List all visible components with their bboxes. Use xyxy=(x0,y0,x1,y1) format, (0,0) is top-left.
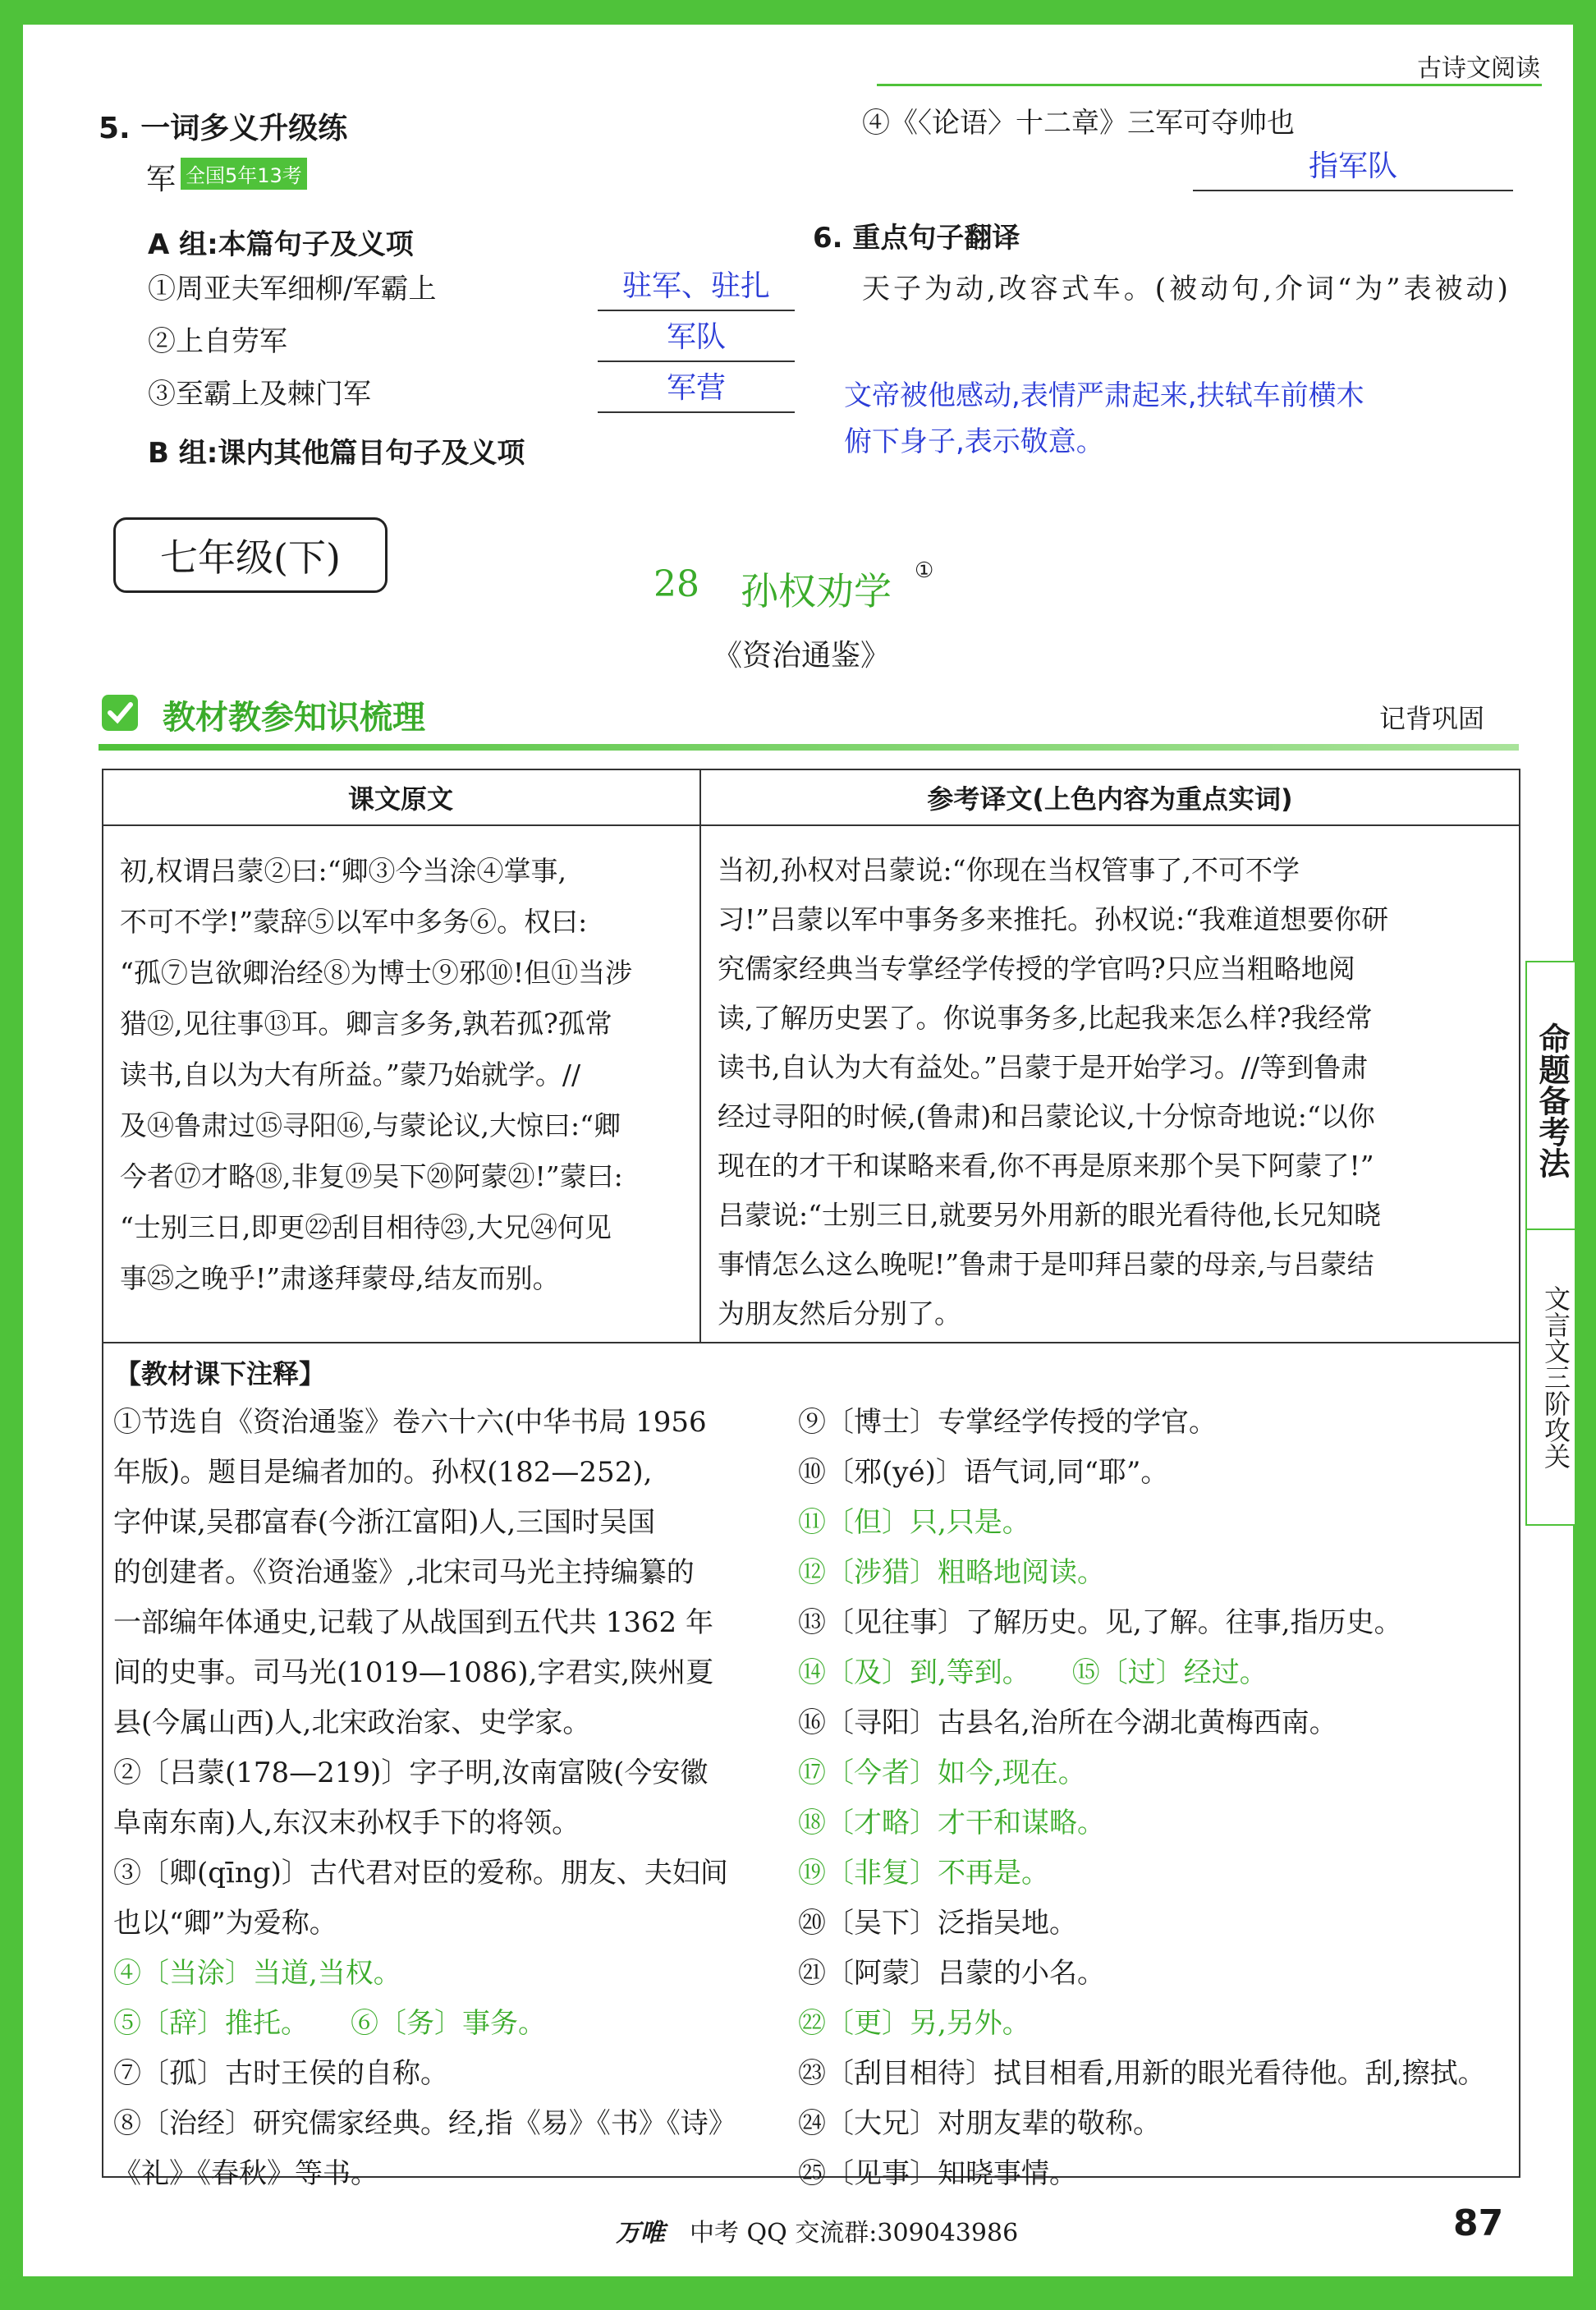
q5-answer-3: 军营 xyxy=(598,365,795,413)
note-line: ⑱〔才略〕才干和谋略。 xyxy=(798,1807,1105,1839)
table-header-line xyxy=(102,824,1519,826)
original-line: 今者⑰才略⑱,非复⑲吴下⑳阿蒙㉑!”蒙曰: xyxy=(120,1160,623,1192)
original-line: 不可不学!”蒙辞⑤以军中多务⑥。权曰: xyxy=(120,906,588,938)
original-text xyxy=(120,846,695,1304)
original-line: 猎⑫,见往事⑬耳。卿言多务,孰若孤?孤常 xyxy=(120,1008,612,1040)
note-line: 年版)。题目是编者加的。孙权(182—252), xyxy=(113,1456,653,1489)
note-line: 《礼》《春秋》等书。 xyxy=(113,2157,378,2190)
note-line: ⑳〔吴下〕泛指吴地。 xyxy=(798,1907,1077,1940)
note-line: ②〔吕蒙(178—219)〕字子明,汝南富陂(今安徽 xyxy=(113,1757,709,1789)
q5-answer-1: 驻军、驻扎 xyxy=(598,263,795,311)
q5-answer-4: 指军队 xyxy=(1193,143,1513,191)
section-header: 古诗文阅读 xyxy=(1417,54,1540,83)
section-title: 教材教参知识梳理 xyxy=(163,699,425,737)
translation-text xyxy=(718,846,1509,1339)
q5-groupB: B 组:课内其他篇目句子及义项 xyxy=(148,437,525,470)
lesson-note-mark: ① xyxy=(915,558,934,583)
translation-line: 吕蒙说:“士别三日,就要另外用新的眼光看待他,长兄知晓 xyxy=(718,1199,1381,1231)
note-line: 一部编年体通史,记载了从战国到五代共 1362 年 xyxy=(113,1606,713,1639)
q6-sentence: 天子为动,改容式车。(被动句,介词“为”表被动) xyxy=(862,273,1511,305)
note-line: ①节选自《资治通鉴》卷六十六(中华书局 1956 xyxy=(113,1406,707,1439)
check-icon xyxy=(102,695,138,731)
note-line: ㉔〔大兄〕对朋友辈的敬称。 xyxy=(798,2107,1161,2140)
page xyxy=(23,25,1573,2276)
table-col-divider xyxy=(699,769,701,1343)
note-line: ㉕〔见事〕知晓事情。 xyxy=(798,2157,1077,2190)
note-line: 间的史事。司马光(1019—1086),字君实,陕州夏 xyxy=(113,1656,714,1689)
col2-header: 参考译文(上色内容为重点实词) xyxy=(927,783,1293,815)
footer-brand: 万唯 xyxy=(616,2219,665,2248)
page-number: 87 xyxy=(1453,2202,1504,2244)
notes-left xyxy=(113,1398,778,2199)
note-line: 的创建者。《资治通鉴》,北宋司马光主持编纂的 xyxy=(113,1556,695,1589)
lesson-title: 孙权劝学 xyxy=(741,569,892,613)
note-line: ④〔当涂〕当道,当权。 xyxy=(113,1957,401,1990)
note-line: ⑯〔寻阳〕古县名,治所在今湖北黄梅西南。 xyxy=(798,1706,1337,1739)
note-line: ⑨〔博士〕专掌经学传授的学官。 xyxy=(798,1406,1217,1439)
original-line: 事㉕之晚乎!”肃遂拜蒙母,结友而别。 xyxy=(120,1262,560,1294)
translation-line: 事情怎么这么晚呢!”鲁肃于是叩拜吕蒙的母亲,与吕蒙结 xyxy=(718,1248,1374,1280)
col1-header: 课文原文 xyxy=(347,783,453,815)
note-line: ⑰〔今者〕如今,现在。 xyxy=(798,1757,1086,1789)
notes-title: 【教材课下注释】 xyxy=(115,1358,326,1389)
note-line: ⑩〔邪(yé)〕语气词,同“耶”。 xyxy=(798,1456,1169,1489)
note-line: ⑤〔辞〕推托。 ⑥〔务〕事务。 xyxy=(113,2007,546,2040)
lesson-source: 《资治通鉴》 xyxy=(713,639,891,673)
note-line: ⑫〔涉猎〕粗略地阅读。 xyxy=(798,1556,1105,1589)
notes-right xyxy=(798,1398,1512,2199)
note-line: ③〔卿(qīng)〕古代君对臣的爱称。朋友、夫妇间 xyxy=(113,1857,728,1890)
q5-title: 5. 一词多义升级练 xyxy=(99,112,348,145)
original-line: 及⑭鲁肃过⑮寻阳⑯,与蒙论议,大惊曰:“卿 xyxy=(120,1109,621,1141)
section-right-label: 记背巩固 xyxy=(1379,703,1485,734)
q5-item-3: ③至霸上及棘门军 xyxy=(148,378,371,411)
note-line: ⑦〔孤〕古时王侯的自称。 xyxy=(113,2057,448,2090)
q6-answer-line2: 俯下身子,表示敬意。 xyxy=(844,425,1104,458)
translation-line: 经过寻阳的时候,(鲁肃)和吕蒙论议,十分惊奇地说:“以你 xyxy=(718,1100,1375,1132)
note-line: 阜南东南)人,东汉末孙权手下的将领。 xyxy=(113,1807,580,1839)
section-underline xyxy=(99,744,1519,751)
note-line: ⑧〔治经〕研究儒家经典。经,指《易》《书》《诗》 xyxy=(113,2107,736,2140)
original-line: “士别三日,即更㉒刮目相待㉓,大兄㉔何见 xyxy=(120,1211,612,1243)
note-line: 县(今属山西)人,北宋政治家、史学家。 xyxy=(113,1706,591,1739)
side-tab-bottom: 文言文三阶攻关 xyxy=(1525,1228,1575,1526)
translation-line: 现在的才干和谋略来看,你不再是原来那个吴下阿蒙了!” xyxy=(718,1150,1374,1182)
translation-line: 究儒家经典当专掌经学传授的学官吗?只应当粗略地阅 xyxy=(718,953,1355,985)
q5-item-4: ④《〈论语〉十二章》三军可夺帅也 xyxy=(862,107,1295,140)
translation-line: 当初,孙权对吕蒙说:“你现在当权管事了,不可不学 xyxy=(718,854,1300,886)
original-line: “孤⑦岂欲卿治经⑧为博士⑨邪⑩!但⑪当涉 xyxy=(120,957,633,989)
lesson-number: 28 xyxy=(654,563,699,605)
translation-line: 读书,自认为大有益处。”吕蒙于是开始学习。//等到鲁肃 xyxy=(718,1051,1369,1083)
header-divider xyxy=(877,84,1542,86)
note-line: ⑬〔见往事〕了解历史。见,了解。往事,指历史。 xyxy=(798,1606,1402,1639)
q5-badge: 全国5年13考 xyxy=(181,158,307,190)
q5-item-2: ②上自劳军 xyxy=(148,325,287,358)
q6-answer-line1: 文帝被他感动,表情严肃起来,扶轼车前横木 xyxy=(844,379,1364,412)
q5-item-1: ①周亚夫军细柳/军霸上 xyxy=(148,273,437,305)
translation-line: 读,了解历史罢了。你说事务多,比起我来怎么样?我经常 xyxy=(718,1002,1373,1034)
note-line: ㉒〔更〕另,另外。 xyxy=(798,2007,1030,2040)
side-tab-top: 命题备考法 xyxy=(1525,961,1575,1240)
note-line: ⑭〔及〕到,等到。 ⑮〔过〕经过。 xyxy=(798,1656,1268,1689)
table-notes-line xyxy=(102,1342,1519,1343)
note-line: ⑪〔但〕只,只是。 xyxy=(798,1506,1030,1539)
translation-line: 为朋友然后分别了。 xyxy=(718,1297,961,1330)
q6-title: 6. 重点句子翻译 xyxy=(813,222,1020,255)
original-line: 读书,自以为大有所益。”蒙乃始就学。// xyxy=(120,1059,581,1091)
note-line: ⑲〔非复〕不再是。 xyxy=(798,1857,1049,1890)
note-line: ㉑〔阿蒙〕吕蒙的小名。 xyxy=(798,1957,1105,1990)
translation-line: 习!”吕蒙以军中事务多来推托。孙权说:“我难道想要你研 xyxy=(718,903,1389,935)
note-line: 字仲谋,吴郡富春(今浙江富阳)人,三国时吴国 xyxy=(113,1506,656,1539)
note-line: ㉓〔刮目相待〕拭目相看,用新的眼光看待他。刮,擦拭。 xyxy=(798,2057,1486,2090)
q5-groupA: A 组:本篇句子及义项 xyxy=(148,228,414,261)
note-line: 也以“卿”为爱称。 xyxy=(113,1907,337,1940)
q5-answer-2: 军队 xyxy=(598,314,795,362)
grade-label: 七年级(下) xyxy=(113,517,388,593)
footer-text: 中考 QQ 交流群:309043986 xyxy=(690,2219,1019,2248)
q5-word: 军 xyxy=(146,163,177,196)
original-line: 初,权谓吕蒙②曰:“卿③今当涂④掌事, xyxy=(120,855,566,887)
